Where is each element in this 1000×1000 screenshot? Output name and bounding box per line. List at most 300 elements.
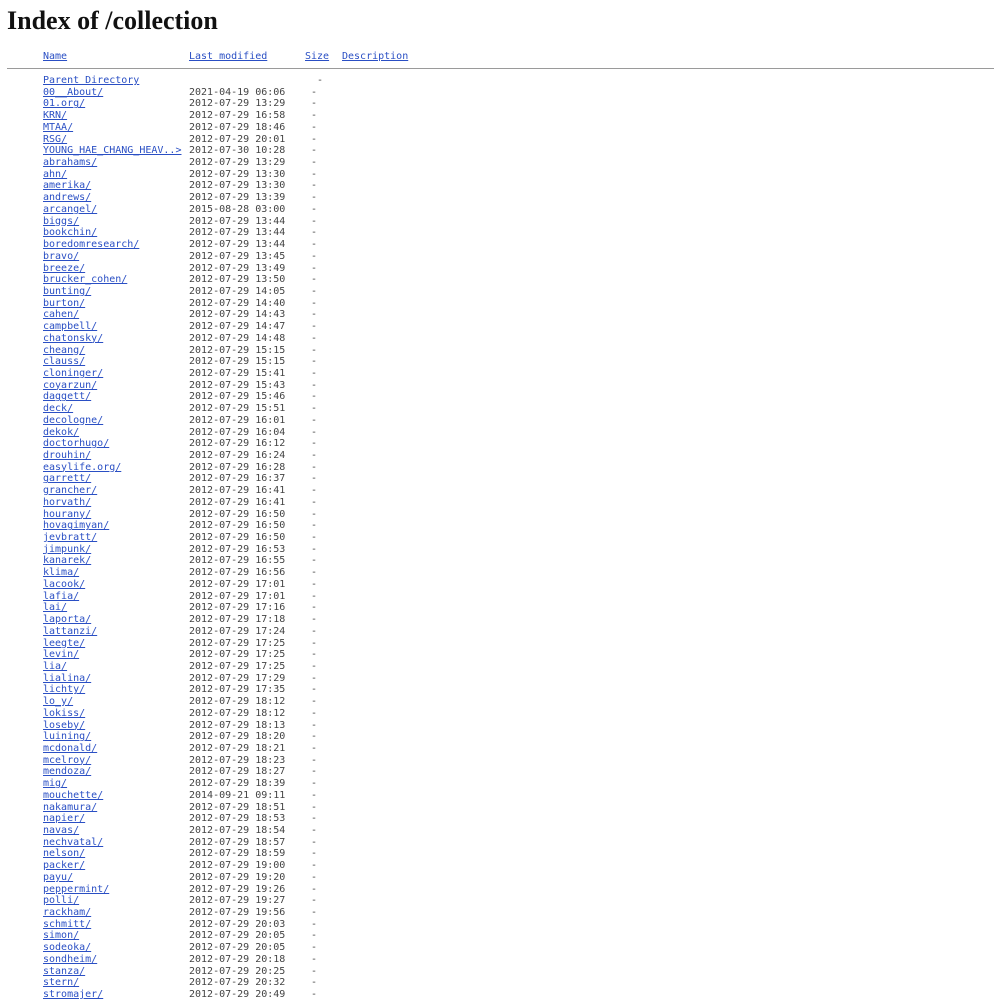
size: - (311, 719, 318, 731)
parent-directory-link[interactable]: Parent Directory (43, 75, 140, 86)
directory-link[interactable]: coyarzun/ (43, 379, 98, 391)
size: - (311, 121, 318, 133)
size: - (311, 297, 318, 309)
last-modified: 2012-07-29 18:20 (189, 731, 286, 743)
directory-link[interactable]: bravo/ (43, 250, 80, 262)
directory-link[interactable]: lialina/ (43, 672, 92, 684)
size: - (311, 883, 318, 895)
directory-link[interactable]: mouchette/ (43, 789, 104, 801)
last-modified: 2012-07-29 13:30 (189, 180, 286, 192)
size: - (311, 485, 318, 497)
size: - (311, 168, 318, 180)
directory-link[interactable]: boredomresearch/ (43, 239, 140, 251)
table-row (0, 790, 1000, 802)
size: - (317, 75, 324, 86)
table-row (0, 567, 1000, 579)
last-modified: 2012-07-29 13:39 (189, 192, 286, 204)
table-row (0, 614, 1000, 626)
size: - (311, 789, 318, 801)
last-modified: 2012-07-29 16:28 (189, 461, 286, 473)
last-modified: 2012-07-29 18:53 (189, 813, 286, 825)
size: - (311, 918, 318, 930)
directory-link[interactable]: decologne/ (43, 414, 104, 426)
table-row (0, 380, 1000, 392)
last-modified: 2012-07-29 17:18 (189, 614, 286, 626)
sort-by-description-link[interactable]: Description (342, 51, 409, 62)
directory-link[interactable]: polli/ (43, 895, 80, 907)
header-divider (7, 68, 994, 69)
table-row (0, 87, 1000, 99)
size: - (311, 660, 318, 672)
directory-link[interactable]: lai/ (43, 602, 68, 614)
directory-link[interactable]: KRN/ (43, 110, 68, 122)
directory-link[interactable]: rackham/ (43, 907, 92, 919)
table-row (0, 532, 1000, 544)
last-modified: 2012-07-29 15:46 (189, 391, 286, 403)
size: - (311, 461, 318, 473)
directory-link[interactable]: clauss/ (43, 356, 86, 368)
table-row (0, 368, 1000, 380)
directory-link[interactable]: bunting/ (43, 285, 92, 297)
size: - (311, 110, 318, 122)
last-modified: 2012-07-29 13:45 (189, 250, 286, 262)
last-modified: 2012-07-29 13:50 (189, 274, 286, 286)
directory-link[interactable]: stanza/ (43, 965, 86, 977)
table-row (0, 145, 1000, 157)
last-modified: 2012-07-29 18:21 (189, 742, 286, 754)
size: - (311, 239, 318, 251)
directory-link[interactable]: brucker_cohen/ (43, 274, 128, 286)
last-modified: 2012-07-29 18:51 (189, 801, 286, 813)
table-row (0, 720, 1000, 732)
last-modified: 2012-07-29 16:53 (189, 543, 286, 555)
directory-link[interactable]: klima/ (43, 567, 80, 579)
directory-link[interactable]: stromajer/ (43, 989, 104, 1000)
table-row (0, 356, 1000, 368)
table-row (0, 977, 1000, 989)
directory-link[interactable]: nelson/ (43, 848, 86, 860)
directory-link[interactable]: lo_y/ (43, 696, 74, 708)
table-row (0, 263, 1000, 275)
size: - (311, 86, 318, 98)
directory-link[interactable]: lacook/ (43, 578, 86, 590)
size: - (311, 250, 318, 262)
last-modified: 2012-07-29 16:37 (189, 473, 286, 485)
last-modified: 2012-07-29 17:25 (189, 660, 286, 672)
size: - (311, 754, 318, 766)
directory-link[interactable]: jevbratt/ (43, 532, 98, 544)
table-row (0, 427, 1000, 439)
table-row (0, 848, 1000, 860)
table-row (0, 989, 1000, 1000)
size: - (311, 426, 318, 438)
last-modified: 2012-07-29 17:16 (189, 602, 286, 614)
table-row (0, 438, 1000, 450)
size: - (311, 203, 318, 215)
directory-link[interactable]: cahen/ (43, 309, 80, 321)
table-row (0, 626, 1000, 638)
table-row (0, 239, 1000, 251)
table-row (0, 731, 1000, 743)
table-row (0, 638, 1000, 650)
sort-by-name-link[interactable]: Name (43, 51, 68, 62)
size: - (311, 871, 318, 883)
directory-link[interactable]: cheang/ (43, 344, 86, 356)
last-modified: 2012-07-29 17:25 (189, 649, 286, 661)
size: - (311, 450, 318, 461)
size: - (311, 684, 318, 696)
directory-link[interactable]: dekok/ (43, 426, 80, 438)
table-row (0, 802, 1000, 814)
directory-link[interactable]: YOUNG_HAE_CHANG_HEAV..> (43, 145, 182, 157)
size: - (311, 649, 318, 661)
last-modified: 2012-07-29 14:05 (189, 285, 286, 297)
size: - (311, 602, 318, 614)
size: - (311, 989, 318, 1000)
table-row (0, 450, 1000, 462)
directory-link[interactable]: simon/ (43, 930, 80, 942)
table-row (0, 122, 1000, 134)
table-row (0, 895, 1000, 907)
sort-by-last-modified-link[interactable]: Last modified (189, 51, 268, 62)
directory-link[interactable]: garrett/ (43, 473, 92, 485)
directory-link[interactable]: chatonsky/ (43, 332, 104, 344)
table-row (0, 954, 1000, 966)
last-modified: 2012-07-30 10:28 (189, 145, 286, 157)
directory-link[interactable]: levin/ (43, 649, 80, 661)
table-row (0, 813, 1000, 825)
directory-link[interactable]: payu/ (43, 871, 74, 883)
table-row (0, 180, 1000, 192)
size: - (311, 672, 318, 684)
directory-link[interactable]: hovagimyan/ (43, 520, 110, 532)
last-modified: 2012-07-29 14:48 (189, 332, 286, 344)
table-row (0, 907, 1000, 919)
directory-link[interactable]: laporta/ (43, 614, 92, 626)
size: - (311, 180, 318, 192)
size: - (311, 367, 318, 379)
directory-link[interactable]: mendoza/ (43, 766, 92, 778)
table-row (0, 251, 1000, 263)
last-modified: 2012-07-29 17:24 (189, 625, 286, 637)
file-listing (0, 75, 1000, 1000)
directory-link[interactable]: bookchin/ (43, 227, 98, 239)
last-modified: 2012-07-29 18:23 (189, 754, 286, 766)
table-row (0, 544, 1000, 556)
table-row (0, 415, 1000, 427)
size: - (311, 532, 318, 544)
table-row (0, 110, 1000, 122)
size: - (311, 414, 318, 426)
directory-link[interactable]: lafia/ (43, 590, 80, 602)
last-modified: 2012-07-29 20:05 (189, 930, 286, 942)
table-row (0, 192, 1000, 204)
table-row (0, 708, 1000, 720)
table-row (0, 227, 1000, 239)
last-modified: 2012-07-29 16:50 (189, 520, 286, 532)
directory-link[interactable]: lia/ (43, 660, 68, 672)
last-modified: 2012-07-29 18:46 (189, 121, 286, 133)
size: - (311, 942, 318, 954)
table-row (0, 837, 1000, 849)
directory-link[interactable]: sondheim/ (43, 953, 98, 965)
last-modified: 2012-07-29 14:47 (189, 321, 286, 333)
last-modified: 2012-07-29 16:04 (189, 426, 286, 438)
size: - (311, 848, 318, 860)
last-modified: 2012-07-29 16:56 (189, 567, 286, 579)
table-row (0, 509, 1000, 521)
directory-link[interactable]: mig/ (43, 778, 68, 790)
directory-link[interactable]: amerika/ (43, 180, 92, 192)
parent-directory-row (0, 75, 1000, 87)
last-modified: 2012-07-29 19:27 (189, 895, 286, 907)
last-modified: 2012-07-29 20:49 (189, 989, 286, 1000)
table-row (0, 134, 1000, 146)
size: - (311, 98, 318, 110)
directory-link[interactable]: hourany/ (43, 508, 92, 520)
size: - (311, 133, 318, 145)
last-modified: 2012-07-29 16:41 (189, 496, 286, 508)
directory-link[interactable]: easylife.org/ (43, 461, 122, 473)
directory-link[interactable]: 00__About/ (43, 86, 104, 98)
directory-link[interactable]: RSG/ (43, 133, 68, 145)
last-modified: 2012-07-29 19:26 (189, 883, 286, 895)
table-row (0, 919, 1000, 931)
last-modified: 2012-07-29 16:50 (189, 532, 286, 544)
table-row (0, 684, 1000, 696)
last-modified: 2012-07-29 16:55 (189, 555, 286, 567)
last-modified: 2012-07-29 16:01 (189, 414, 286, 426)
last-modified: 2012-07-29 17:01 (189, 578, 286, 590)
sort-by-size-link[interactable]: Size (305, 51, 330, 62)
table-row (0, 966, 1000, 978)
directory-link[interactable]: lokiss/ (43, 707, 86, 719)
size: - (311, 555, 318, 567)
directory-link[interactable]: andrews/ (43, 192, 92, 204)
last-modified: 2012-07-29 19:56 (189, 907, 286, 919)
table-row (0, 649, 1000, 661)
size: - (311, 825, 318, 836)
directory-link[interactable]: cloninger/ (43, 367, 104, 379)
table-row (0, 98, 1000, 110)
size: - (311, 590, 318, 602)
table-row (0, 473, 1000, 485)
size: - (311, 520, 318, 532)
table-row (0, 555, 1000, 567)
directory-link[interactable]: breeze/ (43, 262, 86, 274)
size: - (311, 895, 318, 907)
last-modified: 2012-07-29 14:43 (189, 309, 286, 321)
directory-link[interactable]: peppermint/ (43, 883, 110, 895)
last-modified: 2012-07-29 16:12 (189, 438, 286, 450)
last-modified: 2012-07-29 18:39 (189, 778, 286, 790)
directory-link[interactable]: loseby/ (43, 719, 86, 731)
last-modified: 2012-07-29 18:54 (189, 825, 286, 836)
table-row (0, 766, 1000, 778)
table-row (0, 485, 1000, 497)
table-row (0, 696, 1000, 708)
table-row (0, 309, 1000, 321)
directory-link[interactable]: horvath/ (43, 496, 92, 508)
size: - (311, 813, 318, 825)
last-modified: 2012-07-29 13:29 (189, 157, 286, 169)
size: - (311, 274, 318, 286)
size: - (311, 707, 318, 719)
table-row (0, 298, 1000, 310)
directory-link[interactable]: jimpunk/ (43, 543, 92, 555)
size: - (311, 742, 318, 754)
directory-link[interactable]: MTAA/ (43, 121, 74, 133)
size: - (311, 907, 318, 919)
last-modified: 2012-07-29 16:50 (189, 508, 286, 520)
directory-link[interactable]: deck/ (43, 403, 74, 415)
size: - (311, 227, 318, 239)
size: - (311, 977, 318, 989)
directory-link[interactable]: kanarek/ (43, 555, 92, 567)
size: - (311, 801, 318, 813)
table-row (0, 860, 1000, 872)
directory-link[interactable]: navas/ (43, 825, 80, 836)
last-modified: 2012-07-29 19:20 (189, 871, 286, 883)
table-row (0, 872, 1000, 884)
last-modified: 2012-07-29 18:27 (189, 766, 286, 778)
table-row (0, 333, 1000, 345)
last-modified: 2012-07-29 13:44 (189, 227, 286, 239)
last-modified: 2012-07-29 15:15 (189, 344, 286, 356)
directory-link[interactable]: mcdonald/ (43, 742, 98, 754)
size: - (311, 309, 318, 321)
last-modified: 2012-07-29 20:05 (189, 942, 286, 954)
table-row (0, 520, 1000, 532)
directory-link[interactable]: mcelroy/ (43, 754, 92, 766)
table-row (0, 579, 1000, 591)
table-row (0, 169, 1000, 181)
size: - (311, 215, 318, 227)
directory-link[interactable]: biggs/ (43, 215, 80, 227)
directory-link[interactable]: stern/ (43, 977, 80, 989)
last-modified: 2012-07-29 17:25 (189, 637, 286, 649)
directory-link[interactable]: schmitt/ (43, 918, 92, 930)
size: - (311, 625, 318, 637)
size: - (311, 403, 318, 415)
size: - (311, 567, 318, 579)
page-title: Index of /collection (7, 6, 218, 35)
directory-link[interactable]: lattanzi/ (43, 625, 98, 637)
size: - (311, 356, 318, 368)
size: - (311, 860, 318, 872)
directory-link[interactable]: ahn/ (43, 168, 68, 180)
directory-link[interactable]: grancher/ (43, 485, 98, 497)
size: - (311, 614, 318, 626)
size: - (311, 930, 318, 942)
last-modified: 2012-07-29 13:44 (189, 215, 286, 227)
last-modified: 2012-07-29 20:18 (189, 953, 286, 965)
size: - (311, 696, 318, 708)
last-modified: 2012-07-29 18:13 (189, 719, 286, 731)
table-row (0, 391, 1000, 403)
directory-link[interactable]: burton/ (43, 297, 86, 309)
table-row (0, 942, 1000, 954)
last-modified: 2012-07-29 18:12 (189, 707, 286, 719)
size: - (311, 965, 318, 977)
size: - (311, 778, 318, 790)
last-modified: 2012-07-29 16:24 (189, 450, 286, 461)
size: - (311, 953, 318, 965)
table-row (0, 778, 1000, 790)
last-modified: 2012-07-29 13:44 (189, 239, 286, 251)
directory-link[interactable]: napier/ (43, 813, 86, 825)
directory-link[interactable]: leegte/ (43, 637, 86, 649)
size: - (311, 473, 318, 485)
last-modified: 2012-07-29 17:35 (189, 684, 286, 696)
size: - (311, 578, 318, 590)
size: - (311, 543, 318, 555)
directory-link[interactable]: nechvatal/ (43, 836, 104, 848)
last-modified: 2012-07-29 18:59 (189, 848, 286, 860)
table-row (0, 591, 1000, 603)
last-modified: 2012-07-29 16:41 (189, 485, 286, 497)
table-row (0, 157, 1000, 169)
size: - (311, 379, 318, 391)
size: - (311, 321, 318, 333)
last-modified: 2012-07-29 15:15 (189, 356, 286, 368)
size: - (311, 285, 318, 297)
directory-link[interactable]: campbell/ (43, 321, 98, 333)
size: - (311, 438, 318, 450)
table-row (0, 321, 1000, 333)
directory-link[interactable]: daggett/ (43, 391, 92, 403)
last-modified: 2012-07-29 19:00 (189, 860, 286, 872)
directory-link[interactable]: doctorhugo/ (43, 438, 110, 450)
last-modified: 2014-09-21 09:11 (189, 789, 286, 801)
last-modified: 2012-07-29 20:25 (189, 965, 286, 977)
table-row (0, 930, 1000, 942)
directory-link[interactable]: drouhin/ (43, 450, 92, 461)
last-modified: 2012-07-29 13:49 (189, 262, 286, 274)
last-modified: 2012-07-29 18:12 (189, 696, 286, 708)
table-row (0, 345, 1000, 357)
last-modified: 2012-07-29 15:51 (189, 403, 286, 415)
directory-link[interactable]: abrahams/ (43, 157, 98, 169)
directory-link[interactable]: arcangel/ (43, 203, 98, 215)
size: - (311, 145, 318, 157)
size: - (311, 836, 318, 848)
size: - (311, 332, 318, 344)
size: - (311, 637, 318, 649)
size: - (311, 157, 318, 169)
table-row (0, 286, 1000, 298)
table-row (0, 825, 1000, 837)
directory-link[interactable]: packer/ (43, 860, 86, 872)
table-row (0, 462, 1000, 474)
directory-link[interactable]: nakamura/ (43, 801, 98, 813)
table-row (0, 216, 1000, 228)
size: - (311, 731, 318, 743)
last-modified: 2015-08-28 03:00 (189, 203, 286, 215)
last-modified: 2012-07-29 18:57 (189, 836, 286, 848)
size: - (311, 192, 318, 204)
table-row (0, 743, 1000, 755)
directory-link[interactable]: lichty/ (43, 684, 86, 696)
last-modified: 2012-07-29 14:40 (189, 297, 286, 309)
size: - (311, 496, 318, 508)
last-modified: 2012-07-29 13:29 (189, 98, 286, 110)
last-modified: 2012-07-29 15:43 (189, 379, 286, 391)
directory-link[interactable]: sodeoka/ (43, 942, 92, 954)
directory-link[interactable]: luining/ (43, 731, 92, 743)
last-modified: 2012-07-29 16:58 (189, 110, 286, 122)
directory-link[interactable]: 01.org/ (43, 98, 86, 110)
